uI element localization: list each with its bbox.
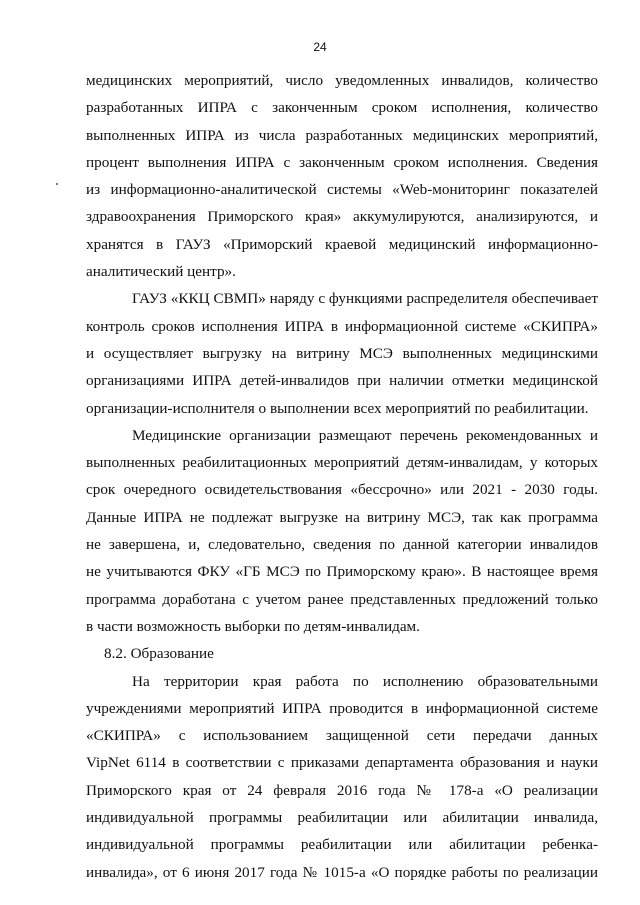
text-line: индивидуальной программы реабилитации или абилитации ребенка- bbox=[86, 836, 598, 854]
text-line: инвалида», от 6 июня 2017 года № 1015-а «О порядке работы по реализации bbox=[86, 863, 598, 881]
text-line: Медицинские организации размещают перечень рекомендованных и bbox=[132, 426, 598, 444]
paragraph-gauz-kkc bbox=[86, 285, 598, 421]
text-line: программа доработана с учетом ранее представленных предложений только bbox=[86, 590, 598, 608]
text-line: срок очередного освидетельствования «бессрочно» или 2021 - 2030 годы. bbox=[86, 481, 598, 499]
text-line: Приморского края от 24 февраля 2016 года № 178-а «О реализации bbox=[86, 781, 598, 799]
text-line: в части возможность выборки по детям-инвалидам. bbox=[86, 617, 420, 635]
text-line: учреждениями мероприятий ИПРА проводится в информационной системе bbox=[86, 699, 598, 717]
text-line: VipNet 6114 в соответствии с приказами департамента образования и науки bbox=[86, 754, 598, 772]
text-line: индивидуальной программы реабилитации или абилитации инвалида, bbox=[86, 809, 598, 827]
text-line: «СКИПРА» с использованием защищенной сети передачи данных bbox=[86, 727, 598, 745]
text-line: ГАУЗ «ККЦ СВМП» наряду с функциями распределителя обеспечивает bbox=[132, 290, 598, 308]
text-line: организации-исполнителя о выполнении всех мероприятий по реабилитации. bbox=[86, 399, 589, 417]
text-line: выполненных ИПРА из числа разработанных медицинских мероприятий, bbox=[86, 126, 598, 144]
text-line: Данные ИПРА не подлежат выгрузке на витрину МСЭ, так как программа bbox=[86, 508, 598, 526]
section-heading: 8.2. Образование bbox=[104, 645, 214, 663]
text-line: здравоохранения Приморского края» аккумулируются, анализируются, и bbox=[86, 208, 598, 226]
text-line: не учитываются ФКУ «ГБ МСЭ по Приморскому краю». В настоящее время bbox=[86, 563, 598, 581]
text-line: не завершена, и, следовательно, сведения по данной категории инвалидов bbox=[86, 536, 598, 554]
text-line: и осуществляет выгрузку на витрину МСЭ выполненных медицинскими bbox=[86, 344, 598, 362]
paragraph-continuation bbox=[86, 67, 598, 285]
paragraph-medical-orgs bbox=[86, 422, 598, 640]
text-line: организациями ИПРА детей-инвалидов при наличии отметки медицинской bbox=[86, 372, 598, 390]
text-line: из информационно-аналитической системы «Web-мониторинг показателей bbox=[86, 181, 598, 199]
text-line: выполненных реабилитационных мероприятий детям-инвалидам, у которых bbox=[86, 454, 598, 472]
text-line: разработанных ИПРА с законченным сроком исполнения, количество bbox=[86, 99, 598, 117]
document-body bbox=[86, 67, 598, 886]
page-number: 24 bbox=[313, 40, 327, 54]
text-line: медицинских мероприятий, число уведомленных инвалидов, количество bbox=[86, 72, 598, 89]
text-line: процент выполнения ИПРА с законченным сроком исполнения. Сведения bbox=[86, 153, 598, 171]
text-line: аналитический центр». bbox=[86, 263, 236, 281]
margin-mark bbox=[56, 183, 58, 185]
text-line: На территории края работа по исполнению образовательными bbox=[132, 672, 598, 690]
text-line: хранятся в ГАУЗ «Приморский краевой медицинский информационно- bbox=[86, 235, 598, 253]
paragraph-education bbox=[86, 668, 598, 886]
text-line: контроль сроков исполнения ИПРА в информационной системе «СКИПРА» bbox=[86, 317, 598, 335]
